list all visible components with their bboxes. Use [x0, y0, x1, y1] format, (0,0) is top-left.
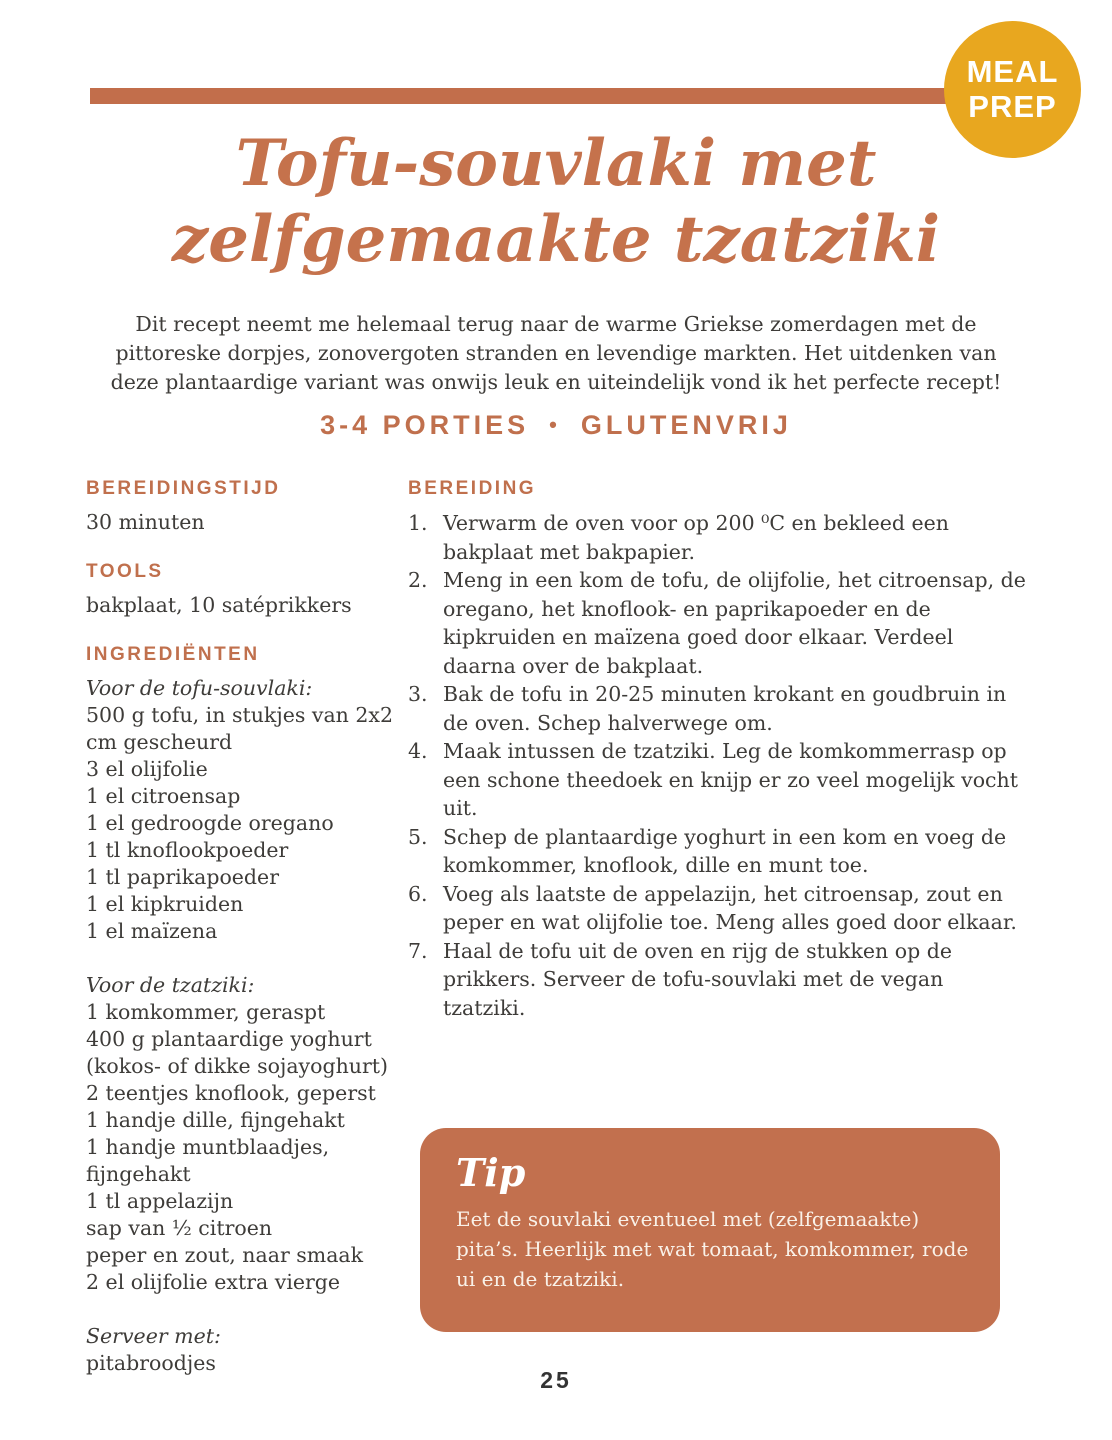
tools-section	[86, 561, 394, 619]
step-text: Haal de tofu uit de oven en rijg de stukken op de prikkers. Serveer de tofu-souvlaki met de vegan tzatziki.	[443, 938, 952, 1020]
step-number: 4.	[408, 739, 428, 763]
preparation-heading: BEREIDING	[408, 478, 537, 499]
recipe-intro: Dit recept neemt me helemaal terug naar de warme Griekse zomerdagen met de pittoreske dorpjes, zonovergoten stranden en levendige markten. Het uitdenken van deze plantaardige variant was onwijs leuk en uiteindelijk vond ik het perfecte recept!	[110, 312, 1002, 394]
tip-box	[420, 1128, 1000, 1332]
ingredient-group-label: Voor de tofu-souvlaki:	[86, 676, 313, 700]
ingredient-item: 1 tl knoflookpoeder	[86, 838, 289, 862]
preparation-step	[408, 823, 1030, 880]
ingredient-item: 1 tl paprikapoeder	[86, 865, 279, 889]
badge-line-2: PREP	[968, 88, 1057, 124]
tip-text: Eet de souvlaki eventueel met (zelfgemaakte) pita’s. Heerlijk met wat tomaat, komkommer, rode ui en de tzatziki.	[456, 1206, 969, 1291]
step-text: Meng in een kom de tofu, de olijfolie, het citroensap, de oregano, het knoflook- en paprikapoeder en de kipkruiden en maïzena goed door elkaar. Verdeel daarna over de bakplaat.	[443, 568, 1026, 678]
step-text: Schep de plantaardige yoghurt in een kom en voeg de komkommer, knoflook, dille en munt toe.	[443, 824, 1007, 877]
ingredient-item: 1 komkommer, geraspt	[86, 1000, 326, 1024]
step-number: 1.	[408, 511, 428, 535]
step-number: 5.	[408, 824, 428, 849]
servings-label: 3-4 PORTIES	[320, 410, 530, 440]
ingredient-item: 2 el olijfolie extra vierge	[86, 1270, 341, 1294]
ingredient-item: 2 teentjes knoflook, geperst	[86, 1081, 376, 1105]
diet-label: GLUTENVRIJ	[580, 410, 792, 440]
ingredient-item: 1 handje dille, fijngehakt	[86, 1108, 345, 1132]
step-text: Voeg als laatste de appelazijn, het citroensap, zout en peper en wat olijfolie toe. Meng alles goed door elkaar.	[443, 881, 1017, 934]
ingredient-item: 1 el maïzena	[86, 919, 218, 943]
badge-line-1: MEAL	[966, 54, 1059, 90]
step-text: Bak de tofu in 20-25 minuten krokant en goudbruin in de oven. Schep halverwege om.	[443, 682, 1007, 735]
preparation-step	[408, 937, 1030, 1023]
ingredient-group-tzatziki	[86, 972, 394, 1296]
tip-heading: Tip	[456, 1150, 526, 1195]
step-text: Verwarm de oven voor op 200 ⁰C en bekleed een bakplaat met bakpapier.	[443, 511, 950, 564]
step-text: Maak intussen de tzatziki. Leg de komkommerrasp op een schone theedoek en knijp er zo veel mogelijk vocht uit.	[443, 739, 1018, 820]
meta-separator: •	[549, 412, 561, 437]
preparation-step	[408, 566, 1030, 680]
ingredient-item: 1 tl appelazijn	[86, 1189, 234, 1213]
tools-value: bakplaat, 10 satéprikkers	[86, 593, 352, 617]
preparation-step	[408, 680, 1030, 737]
prep-time-value: 30 minuten	[86, 510, 205, 534]
recipe-title-line-2: zelfgemaakte tzatziki	[171, 201, 941, 277]
recipe-meta	[0, 410, 1112, 441]
ingredient-item: pitabroodjes	[86, 1351, 216, 1375]
ingredient-item: sap van ½ citroen	[86, 1216, 273, 1240]
recipe-title	[0, 126, 1112, 277]
preparation-steps	[408, 509, 1030, 1022]
step-number: 7.	[408, 938, 428, 963]
header-rule	[90, 88, 948, 104]
prep-time-heading: BEREIDINGSTIJD	[86, 478, 281, 499]
ingredient-item: peper en zout, naar smaak	[86, 1243, 364, 1267]
preparation-step	[408, 737, 1030, 823]
tools-heading: TOOLS	[86, 561, 164, 582]
ingredient-list	[86, 999, 394, 1296]
ingredient-group-label: Voor de tzatziki:	[86, 973, 255, 997]
ingredient-item: 1 el gedroogde oregano	[86, 811, 334, 835]
ingredient-item: 400 g plantaardige yoghurt (kokos- of dikke sojayoghurt)	[86, 1027, 389, 1078]
ingredient-group-souvlaki	[86, 675, 394, 945]
ingredient-group-label: Serveer met:	[86, 1324, 221, 1348]
step-number: 6.	[408, 881, 428, 906]
ingredients-section	[86, 644, 394, 1377]
step-number: 3.	[408, 682, 428, 706]
recipe-title-line-1: Tofu-souvlaki met	[235, 126, 877, 201]
ingredient-item: 3 el olijfolie	[86, 757, 208, 781]
page-number: 25	[540, 1367, 572, 1393]
ingredient-item: 500 g tofu, in stukjes van 2x2 cm gescheurd	[86, 703, 394, 754]
ingredients-heading: INGREDIËNTEN	[86, 644, 260, 665]
prep-time-section	[86, 478, 394, 536]
ingredient-item: 1 el kipkruiden	[86, 892, 244, 916]
ingredient-list	[86, 702, 394, 945]
preparation-step	[408, 509, 1030, 566]
ingredient-item: 1 handje muntblaadjes, fijngehakt	[86, 1135, 330, 1186]
preparation-section	[408, 478, 1030, 1022]
meal-prep-badge	[944, 21, 1081, 158]
ingredient-item: 1 el citroensap	[86, 784, 241, 808]
recipe-sidebar	[86, 478, 394, 1402]
preparation-step	[408, 880, 1030, 937]
step-number: 2.	[408, 568, 428, 592]
